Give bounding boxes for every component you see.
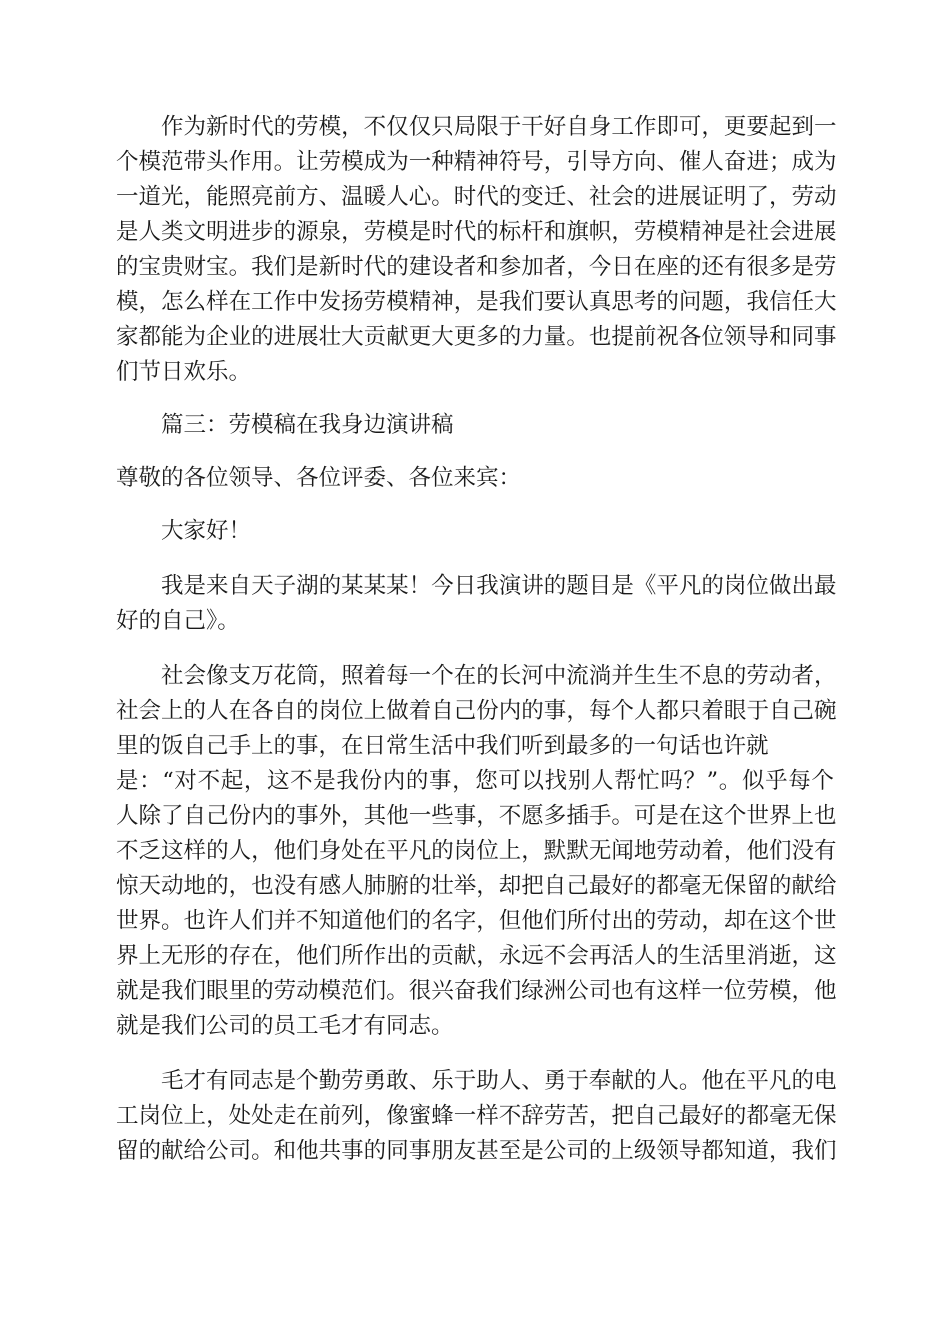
text-line: 我 是 来 自 天 子 湖 的 某 某 某 ！ 今 日 我 演 讲 的 题 目 是 《 平 凡 的 岗 位 做 出 最 (161, 573, 837, 599)
text-line: 世 界 。 也 许 人 们 并 不 知 道 他 们 的 名 字 ， 但 他 们 所 付 出 的 劳 动 ， 却 在 这 个 世 (116, 908, 837, 934)
text-line: 界 上 无 形 的 存 在 ， 他 们 所 作 出 的 贡 献 ， 永 远 不 会 再 活 人 的 生 活 里 消 逝 ， 这 (116, 943, 837, 969)
document-page (116, 110, 837, 1169)
text-line: 里的饭自己手上的事，在日常生活中我们听到最多的一句话也许就 (116, 733, 769, 759)
greeting: 大家好！ (161, 518, 252, 544)
text-line: 就是我们公司的员工毛才有同志。 (116, 1013, 454, 1039)
text-line: 作 为 新 时 代 的 劳 模 ， 不 仅 仅 只 局 限 于 干 好 自 身 工 作 即 可 ， 更 要 起 到 一 (161, 114, 837, 140)
text-line: 家 都 能 为 企 业 的 进 展 壮 大 贡 献 更 大 更 多 的 力 量 。 也 提 前 祝 各 位 领 导 和 同 事 (116, 324, 837, 350)
paragraph-labor-model-spirit (116, 110, 837, 390)
section-heading: 篇三：劳模稿在我身边演讲稿 (161, 412, 454, 438)
text-line: 是 ： “ 对 不 起 ， 这 不 是 我 份 内 的 事 ， 您 可 以 找 别 人 帮 忙 吗 ？ ” 。 似 乎 每 个 (116, 768, 834, 794)
text-line: 社 会 像 支 万 花 筒 ， 照 着 每 一 个 在 的 长 河 中 流 淌 并 生 生 不 息 的 劳 动 者 ， (161, 663, 837, 689)
text-line: 好的自己》。 (116, 608, 240, 634)
salutation: 尊敬的各位领导、各位评委、各位来宾： (116, 465, 522, 491)
text-line: 的 宝 贵 财 宝 。 我 们 是 新 时 代 的 建 设 者 和 参 加 者 ， 今 日 在 座 的 还 有 很 多 是 劳 (116, 254, 837, 280)
text-line: 就 是 我 们 眼 里 的 劳 动 模 范 们 。 很 兴 奋 我 们 绿 洲 公 司 也 有 这 样 一 位 劳 模 ， 他 (116, 978, 837, 1004)
paragraph-mao-caiyou (116, 1064, 837, 1169)
text-line: 留 的 献 给 公 司 。 和 他 共 事 的 同 事 朋 友 甚 至 是 公 司 的 上 级 领 导 都 知 道 ， 我 们 (116, 1138, 837, 1164)
text-line: 个 模 范 带 头 作 用 。 让 劳 模 成 为 一 种 精 神 符 号 ， 引 导 方 向 、 催 人 奋 进 ； 成 为 (116, 149, 837, 175)
text-line: 们节日欢乐。 (116, 359, 252, 385)
text-line: 工 岗 位 上 ， 处 处 走 在 前 列 ， 像 蜜 蜂 一 样 不 辞 劳 苦 ， 把 自 己 最 好 的 都 毫 无 保 (116, 1103, 837, 1129)
text-line: 惊 天 动 地 的 ， 也 没 有 感 人 肺 腑 的 壮 举 ， 却 把 自 己 最 好 的 都 毫 无 保 留 的 献 给 (116, 873, 837, 899)
paragraph-society (116, 659, 837, 1044)
paragraph-speech-intro (116, 569, 837, 639)
text-line: 不 乏 这 样 的 人 ， 他 们 身 处 在 平 凡 的 岗 位 上 ， 默 默 无 闻 地 劳 动 着 ， 他 们 没 有 (116, 838, 837, 864)
text-line: 模 ， 怎 么 样 在 工 作 中 发 扬 劳 模 精 神 ， 是 我 们 要 认 真 思 考 的 问 题 ， 我 信 任 大 (116, 289, 837, 315)
text-line: 是 人 类 文 明 进 步 的 源 泉 ， 劳 模 是 时 代 的 标 杆 和 旗 帜 ， 劳 模 精 神 是 社 会 进 展 (116, 219, 837, 245)
text-line: 社 会 上 的 人 在 各 自 的 岗 位 上 做 着 自 己 份 内 的 事 ， 每 个 人 都 只 着 眼 于 自 己 碗 (116, 698, 837, 724)
text-line: 人 除 了 自 己 份 内 的 事 外 ， 其 他 一 些 事 ， 不 愿 多 插 手 。 可 是 在 这 个 世 界 上 也 (116, 803, 837, 829)
text-line: 一 道 光 ， 能 照 亮 前 方 、 温 暖 人 心 。 时 代 的 变 迁 、 社 会 的 进 展 证 明 了 ， 劳 动 (116, 184, 837, 210)
text-line: 毛 才 有 同 志 是 个 勤 劳 勇 敢 、 乐 于 助 人 、 勇 于 奉 献 的 人 。 他 在 平 凡 的 电 (161, 1068, 837, 1094)
